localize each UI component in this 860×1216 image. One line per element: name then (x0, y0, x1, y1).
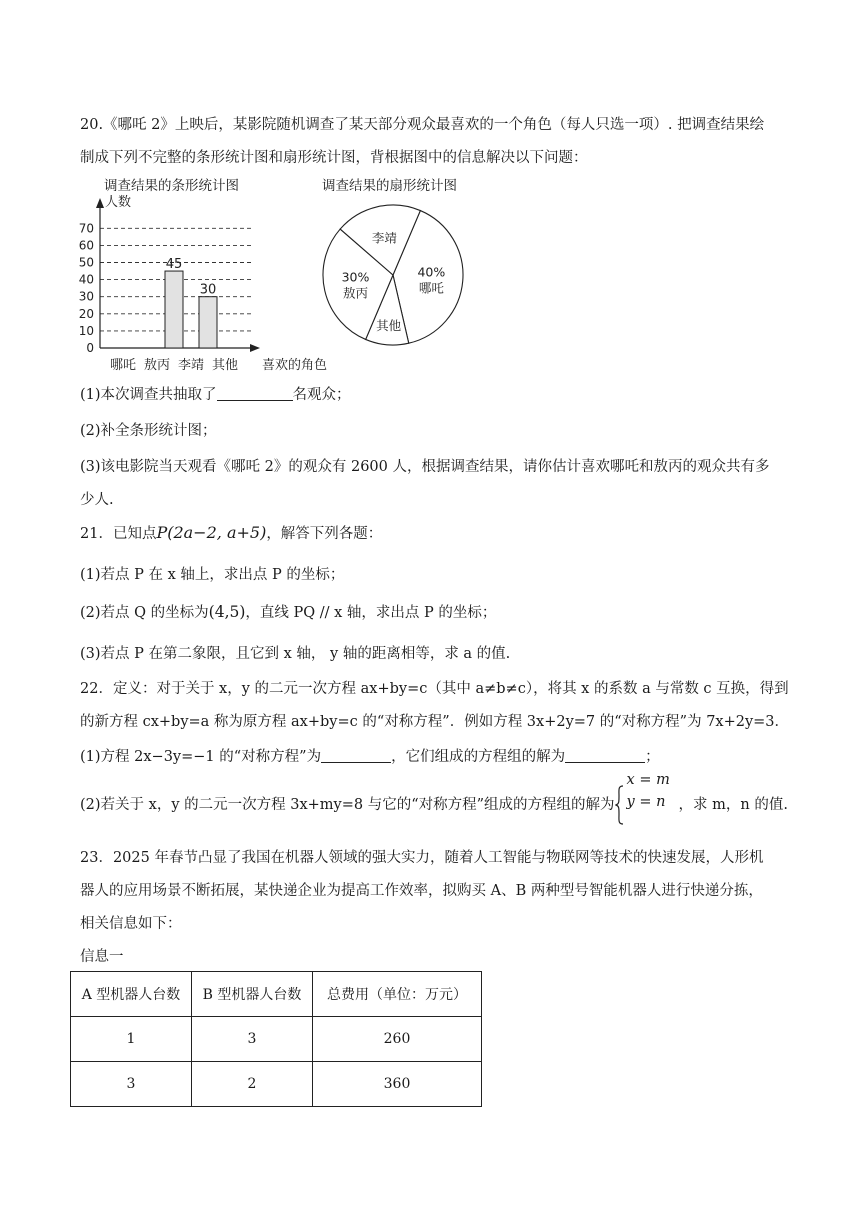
q22-sub2-text-b: ，求 m，n 的值. (678, 797, 788, 813)
slice-label: 李靖 (371, 230, 397, 246)
q21-point-p: P(2a−2, a+5) (156, 523, 267, 542)
bar-data-label: 45 (165, 257, 183, 273)
q23-stem-line3: 相关信息如下： (80, 916, 182, 932)
q22-sub1 (80, 745, 660, 766)
table-cell: 360 (313, 1062, 482, 1107)
table-header-row (71, 972, 482, 1017)
bar (199, 297, 217, 348)
table-cell: 260 (313, 1017, 482, 1062)
y-tick-label: 60 (78, 238, 94, 253)
category-label: 敖丙 (143, 358, 171, 373)
y-tick-label: 20 (78, 306, 94, 321)
q20-sub1-text-b: 名观众； (292, 387, 351, 403)
q21-stem-text-b: ，解答下列各题： (266, 526, 383, 542)
y-tick-label: 70 (78, 221, 94, 236)
table-header: B 型机器人台数 (192, 972, 313, 1017)
y-tick-label: 40 (78, 272, 94, 287)
y-tick-label: 50 (78, 255, 94, 270)
category-label: 其他 (211, 358, 239, 373)
category-label: 哪吒 (109, 358, 137, 373)
q20-sub3-line2: 少人. (80, 492, 114, 508)
q22-sub2-text-a: (2)若关于 x，y 的二元一次方程 3x+my=8 与它的“对称方程”组成的方程组的解为 (80, 797, 615, 813)
bar-chart (76, 192, 336, 382)
q23-stem-line2: 器人的应用场景不断拓展，某快递企业为提高工作效率，拟购买 A、B 两种型号智能机器人进行快递分拣， (80, 883, 763, 899)
bar-chart-title: 调查结果的条形统计图 (104, 178, 239, 194)
y-tick-label: 0 (86, 341, 94, 355)
table-cell: 1 (71, 1017, 192, 1062)
table-row (71, 1062, 482, 1107)
q21-stem (80, 522, 382, 543)
y-axis-arrow-icon (96, 198, 104, 208)
table-cell: 2 (192, 1062, 313, 1107)
y-tick-label: 30 (78, 289, 94, 304)
x-axis-label: 喜欢的角色 (262, 358, 328, 373)
category-label: 李靖 (177, 358, 205, 373)
info-label: 信息一 (80, 949, 124, 965)
q20-stem-line2: 制成下列不完整的条形统计图和扇形统计图，背根据图中的信息解决以下问题： (80, 150, 588, 166)
slice-label: 其他 (376, 318, 402, 334)
q22-sub2 (80, 772, 788, 830)
y-axis-label: 人数 (105, 195, 132, 210)
q22-definition-line1: 22．定义：对于关于 x，y 的二元一次方程 ax+by=c（其中 a≠b≠c），将其 x 的系数 a 与常数 c 互换，得到 (80, 681, 789, 697)
q21-sub2-text-b: ，直线 PQ // x 轴，求出点 P 的坐标； (245, 605, 497, 621)
solution-x: x = m (626, 772, 670, 788)
q21-sub2 (80, 601, 496, 622)
y-tick-label: 10 (78, 323, 94, 338)
answer-blank[interactable] (217, 386, 293, 401)
table-row (71, 1017, 482, 1062)
q21-sub1: (1)若点 P 在 x 轴上，求出点 P 的坐标； (80, 567, 345, 583)
q22-definition-line2: 的新方程 cx+by=a 称为原方程 ax+by=c 的“对称方程”．例如方程 3x+2y=7 的“对称方程”为 7x+2y=3． (80, 714, 790, 730)
q22-sub1-text-a: (1)方程 2x−3y=−1 的“对称方程”为 (80, 749, 322, 765)
q21-point-q: (4,5) (208, 603, 246, 621)
solution-system (615, 772, 679, 826)
q21-sub3: (3)若点 P 在第二象限，且它到 x 轴， y 轴的距离相等，求 a 的值. (80, 646, 511, 662)
x-axis-arrow-icon (250, 344, 260, 352)
q23-stem-line1: 23．2025 年春节凸显了我国在机器人领域的强大实力，随着人工智能与物联网等技术的快速发展，人形机 (80, 850, 764, 866)
left-brace-icon (615, 784, 625, 826)
table-header: A 型机器人台数 (71, 972, 192, 1017)
table-cell: 3 (192, 1017, 313, 1062)
pie-chart (318, 200, 468, 350)
answer-blank[interactable] (565, 748, 645, 763)
slice-label: 敖丙 (342, 285, 368, 301)
slice-percent-label: 40% (417, 264, 446, 280)
slice-percent-label: 30% (341, 269, 370, 285)
q22-sub1-text-b: ，它们组成的方程组的解为 (391, 749, 566, 765)
info-table (70, 971, 482, 1107)
q20-sub1 (80, 383, 351, 404)
bar-data-label: 30 (199, 282, 217, 298)
pie-chart-title: 调查结果的扇形统计图 (322, 178, 457, 194)
q21-stem-text-a: 21．已知点 (80, 526, 157, 542)
q22-sub1-text-c: ； (645, 749, 660, 765)
answer-blank[interactable] (321, 748, 391, 763)
q21-sub2-text-a: (2)若点 Q 的坐标为 (80, 605, 209, 621)
q20-sub3-line1: (3)该电影院当天观看《哪吒 2》的观众有 2600 人，根据调查结果，请你估计喜欢哪吒和敖丙的观众共有多 (80, 459, 770, 475)
q20-sub2: (2)补全条形统计图； (80, 423, 217, 439)
bar (165, 271, 183, 348)
slice-label: 哪吒 (418, 280, 444, 296)
q20-stem-line1: 20.《哪吒 2》上映后，某影院随机调查了某天部分观众最喜欢的一个角色（每人只选一项）. 把调查结果绘 (80, 117, 765, 133)
table-header: 总费用（单位：万元） (313, 972, 482, 1017)
table-cell: 3 (71, 1062, 192, 1107)
solution-y: y = n (626, 794, 666, 810)
q20-sub1-text-a: (1)本次调查共抽取了 (80, 387, 217, 403)
